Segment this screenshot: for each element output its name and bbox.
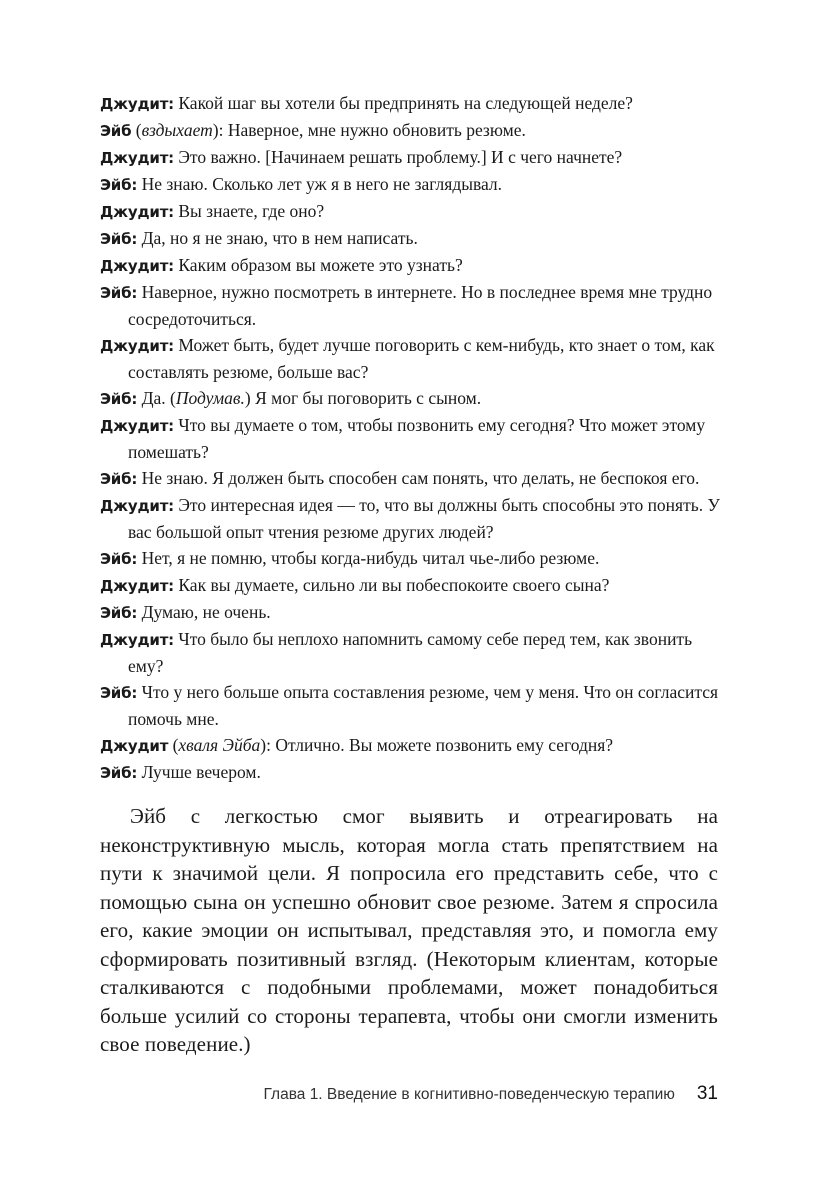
line-text: Наверное, нужно посмотреть в интернете. Но в последнее время мне трудно сосредоточиться. bbox=[128, 282, 713, 329]
dialogue-line bbox=[100, 545, 720, 572]
line-prefix: Да. ( bbox=[137, 388, 176, 408]
dialogue-line bbox=[100, 90, 720, 117]
dialogue-line bbox=[100, 626, 720, 679]
speaker-name: Джудит: bbox=[100, 417, 174, 435]
line-text: Не знаю. Я должен быть способен сам понять, что делать, не беспокоя его. bbox=[137, 468, 700, 488]
speaker-name: Эйб: bbox=[100, 284, 138, 302]
dialogue-line bbox=[100, 225, 720, 252]
speaker-name: Эйб bbox=[100, 122, 132, 140]
line-text: Вы знаете, где оно? bbox=[173, 201, 325, 221]
line-text: ): Наверное, мне нужно обновить резюме. bbox=[212, 120, 526, 140]
speaker-name: Джудит bbox=[100, 737, 169, 755]
dialogue-line bbox=[100, 171, 720, 198]
line-text: Что вы думаете о том, чтобы позвонить ему сегодня? Что может этому помешать? bbox=[128, 415, 706, 462]
speaker-name: Эйб: bbox=[100, 764, 138, 782]
speaker-name: Эйб: bbox=[100, 604, 138, 622]
dialogue-line bbox=[100, 144, 720, 171]
line-text: Лучше вечером. bbox=[137, 762, 261, 782]
speaker-name: Эйб: bbox=[100, 684, 138, 702]
page-number: 31 bbox=[696, 1083, 718, 1104]
page-footer bbox=[100, 1083, 718, 1105]
speaker-name: Джудит: bbox=[100, 577, 174, 595]
dialogue-line bbox=[100, 252, 720, 279]
dialogue-line bbox=[100, 679, 720, 732]
line-text: Может быть, будет лучше поговорить с кем-нибудь, кто знает о том, как составлять резюме, больше вас? bbox=[128, 335, 715, 382]
speaker-name: Эйб: bbox=[100, 470, 138, 488]
line-text: Каким образом вы можете это узнать? bbox=[173, 255, 463, 275]
line-prefix: ( bbox=[168, 735, 179, 755]
line-text: Какой шаг вы хотели бы предпринять на следующей неделе? bbox=[173, 93, 633, 113]
speaker-name: Джудит: bbox=[100, 337, 174, 355]
dialogue-line bbox=[100, 599, 720, 626]
dialogue-line bbox=[100, 117, 720, 144]
line-text: Как вы думаете, сильно ли вы побеспокоите своего сына? bbox=[173, 575, 610, 595]
stage-direction: Подумав. bbox=[175, 388, 245, 408]
dialogue-line bbox=[100, 492, 720, 545]
line-prefix: ( bbox=[131, 120, 142, 140]
dialogue-line bbox=[100, 279, 720, 332]
stage-direction: хваля Эйба bbox=[178, 735, 261, 755]
line-text: Это интересная идея — то, что вы должны быть способны это понять. У вас большой опыт чтения резюме других людей? bbox=[128, 495, 720, 542]
stage-direction: вздыхает bbox=[141, 120, 213, 140]
line-text: Это важно. [Начинаем решать проблему.] И с чего начнете? bbox=[173, 147, 623, 167]
line-text: Что было бы неплохо напомнить самому себе перед тем, как звонить ему? bbox=[128, 629, 693, 676]
dialogue-line bbox=[100, 198, 720, 225]
speaker-name: Эйб: bbox=[100, 230, 138, 248]
dialogue-line bbox=[100, 412, 720, 465]
dialogue-line bbox=[100, 332, 720, 385]
body-paragraph: Эйб с легкостью смог выявить и отреагировать на неконструктивную мысль, которая могла стать препятствием на пути к значимой цели. Я попросила его представить себе, что с помощью сына он успешно обновит свое резюме. Затем я спросила его, какие эмоции он испытывал, представляя это, и помогла ему сформировать позитивный взгляд. (Некоторым клиентам, которые сталкиваются с подобными проблемами, может понадобиться больше усилий со стороны терапевта, чтобы они смогли изменить свое поведение.) bbox=[100, 804, 718, 1056]
running-chapter-title: Глава 1. Введение в когнитивно-поведенческую терапию bbox=[263, 1086, 675, 1103]
speaker-name: Эйб: bbox=[100, 390, 138, 408]
speaker-name: Джудит: bbox=[100, 631, 174, 649]
speaker-name: Эйб: bbox=[100, 176, 138, 194]
speaker-name: Джудит: bbox=[100, 95, 174, 113]
speaker-name: Джудит: bbox=[100, 257, 174, 275]
speaker-name: Джудит: bbox=[100, 497, 174, 515]
dialogue-line bbox=[100, 732, 720, 759]
dialogue-line bbox=[100, 572, 720, 599]
line-text: ): Отлично. Вы можете позвонить ему сегодня? bbox=[260, 735, 614, 755]
dialogue-line bbox=[100, 385, 720, 412]
speaker-name: Джудит: bbox=[100, 149, 174, 167]
line-text: Да, но я не знаю, что в нем написать. bbox=[137, 228, 418, 248]
line-text: Что у него больше опыта составления резюме, чем у меня. Что он согласится помочь мне. bbox=[128, 682, 719, 729]
line-text: ) Я мог бы поговорить с сыном. bbox=[244, 388, 482, 408]
line-text: Не знаю. Сколько лет уж я в него не заглядывал. bbox=[137, 174, 503, 194]
line-text: Нет, я не помню, чтобы когда-нибудь читал чье-либо резюме. bbox=[137, 548, 600, 568]
speaker-name: Джудит: bbox=[100, 203, 174, 221]
dialogue-block bbox=[100, 90, 720, 786]
line-text: Думаю, не очень. bbox=[137, 602, 271, 622]
dialogue-line bbox=[100, 465, 720, 492]
dialogue-line bbox=[100, 759, 720, 786]
speaker-name: Эйб: bbox=[100, 550, 138, 568]
